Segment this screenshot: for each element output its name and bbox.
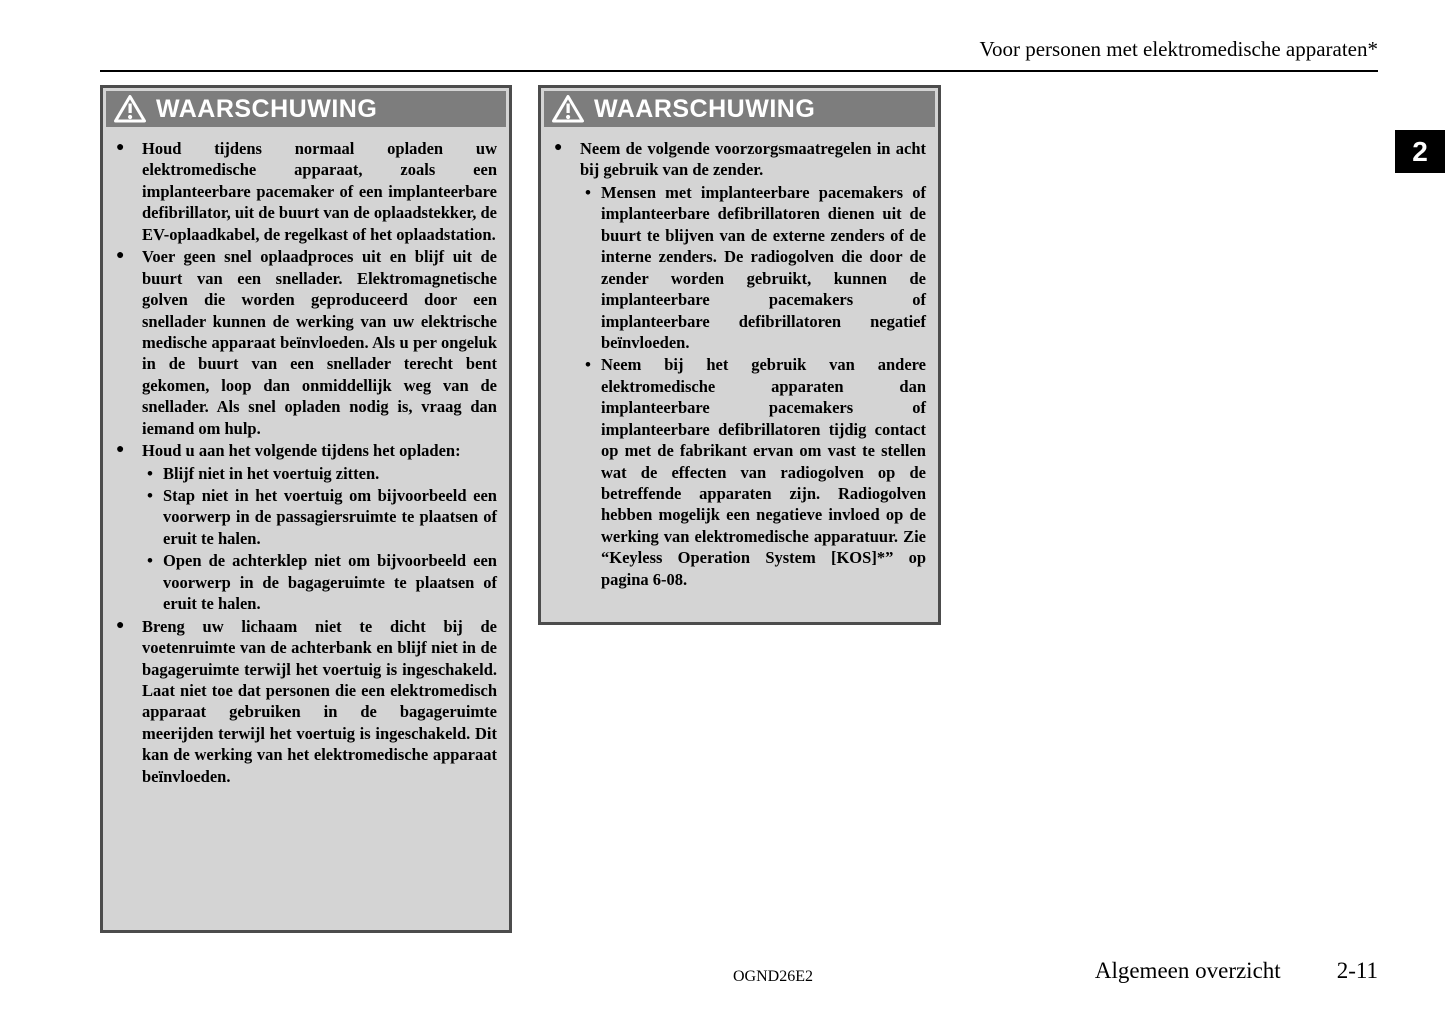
warning-item-text: Houd u aan het volgende tijdens het opladen: (142, 441, 461, 461)
footer-page-number: 2-11 (1336, 958, 1378, 983)
sub-bullet-icon: • (147, 551, 153, 571)
warning-item (115, 246, 497, 439)
warning-title: WAARSCHUWING (156, 94, 378, 123)
warning-item (115, 138, 497, 245)
warning-item-text: Houd tijdens normaal opladen uw elektromedische apparaat, zoals een implanteerbare pacemaker of een implanteerbare defibrillator, uit de buurt van de oplaadstekker, de EV-oplaadkabel, de regelkast of het oplaadstation. (142, 139, 497, 244)
warning-triangle-icon (114, 95, 146, 123)
warning-item-text: Neem de volgende voorzorgsmaatregelen in acht bij gebruik van de zender. (580, 139, 926, 180)
warning-title: WAARSCHUWING (594, 94, 816, 123)
warning-item (553, 138, 926, 181)
warning-subitem (580, 182, 926, 354)
warning-item (115, 616, 497, 788)
sub-bullet-icon: • (147, 486, 153, 505)
bullet-icon: ● (116, 248, 125, 264)
bullet-icon: ● (116, 617, 125, 633)
warning-subitem-text: Blijf niet in het voertuig zitten. (163, 463, 380, 483)
warning-item-text: Voer geen snel oplaadproces uit en blijf uit de buurt van een snellader. Elektromagnetische golven die worden geproduceerd door een snellader kunnen de werking van uw elektrische medische apparaat beïnvloeden. Als u per ongeluk in de buurt van een snellader terecht bent gekomen, loop dan onmiddellijk weg van de snellader. Als snel opladen nodig is, vraag dan iemand om hulp. (142, 247, 497, 438)
sub-bullet-icon: • (585, 355, 591, 375)
warning-body (103, 130, 509, 787)
warning-subitem (142, 463, 497, 484)
warning-subitem-text: Stap niet in het voertuig om bijvoorbeeld een voorwerp in de passagiersruimte te plaatsen of eruit te halen. (163, 486, 497, 548)
page-header-title: Voor personen met elektromedische apparaten* (979, 37, 1378, 61)
warning-subitem (580, 354, 926, 590)
sub-bullet-icon: • (585, 182, 591, 202)
warning-header (106, 91, 506, 127)
warning-subitem-text: Mensen met implanteerbare pacemakers of implanteerbare defibrillatoren dienen uit de buurt te blijven van de externe zenders of de interne zenders. De radiogolven die door de zender worden gebruikt, kunnen de implanteerbare pacemakers of implanteerbare defibrillatoren negatief beïnvloeden. (601, 182, 926, 352)
warning-header (544, 91, 935, 127)
bullet-icon: ● (116, 442, 125, 458)
warning-box-charging (100, 85, 512, 933)
warning-box-transmitter (538, 85, 941, 625)
warning-body (541, 130, 938, 590)
bullet-icon: ● (116, 140, 125, 155)
footer-doc-code: OGND26E2 (733, 968, 813, 985)
chapter-tab: 2 (1395, 130, 1445, 173)
footer (1095, 958, 1378, 984)
warning-subitem-text: Open de achterklep niet om bijvoorbeeld een voorwerp in de bagageruimte te plaatsen of eruit te halen. (163, 551, 497, 614)
bullet-icon: ● (554, 140, 563, 155)
warning-subitem (142, 550, 497, 614)
warning-item (115, 440, 497, 461)
warning-item-text: Breng uw lichaam niet te dicht bij de voetenruimte van de achterbank en blijf niet in de bagageruimte terwijl het voertuig is ingeschakeld. Laat niet toe dat personen die een elektromedisch apparaat gebruiken in de bagageruimte meerijden terwijl het voertuig is ingeschakeld. Dit kan de werking van het elektromedische apparaat beïnvloeden. (142, 616, 497, 786)
warning-subitem-text: Neem bij het gebruik van andere elektromedische apparaten dan implanteerbare pacemakers of implanteerbare defibrillatoren tijdig contact op met de fabrikant ervan om vast te stellen wat de effecten van radiogolven op de betreffende apparaten zijn. Radiogolven hebben mogelijk een negatieve invloed op de werking van elektromedische apparatuur. Zie “Keyless Operation System [KOS]*” op pagina 6-08. (601, 355, 926, 589)
sub-bullet-icon: • (147, 463, 153, 483)
warning-subitem (142, 485, 497, 549)
header-divider (100, 70, 1378, 72)
warning-triangle-icon (552, 95, 584, 123)
footer-section-title: Algemeen overzicht (1094, 958, 1281, 983)
